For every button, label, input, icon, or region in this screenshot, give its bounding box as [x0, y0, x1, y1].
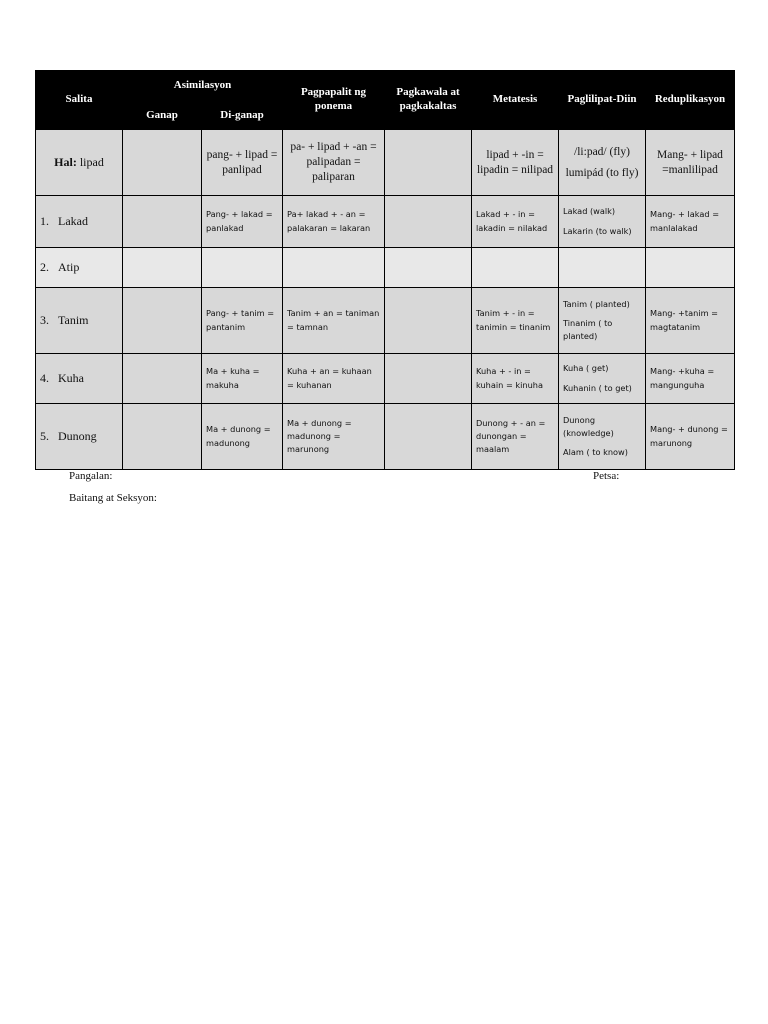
example-paglilipat — [559, 130, 646, 196]
example-label: Hal: — [54, 155, 77, 169]
cell-pagkawala — [385, 288, 472, 354]
cell-paglilipat — [559, 404, 646, 470]
cell-metatesis: Lakad + - in = lakadin = nilakad — [472, 196, 559, 248]
row-number: 3. — [40, 313, 49, 327]
cell-paglilipat-2: Alam ( to know) — [563, 447, 628, 458]
example-word-cell — [36, 130, 123, 196]
table-row — [36, 404, 735, 470]
row-word: Kuha — [58, 371, 84, 385]
cell-paglilipat-1: Lakad (walk) — [563, 206, 616, 217]
cell-reduplikasyon: Mang- + dunong = marunong — [646, 404, 735, 470]
cell-diganap: Pang- + tanim = pantanim — [202, 288, 283, 354]
row-word: Lakad — [58, 214, 88, 228]
cell-pagkawala — [385, 196, 472, 248]
table-row-example — [36, 130, 735, 196]
example-paglilipat-1: /li:pad/ (fly) — [574, 145, 630, 158]
row-word-cell — [36, 354, 123, 404]
header-reduplikasyon: Reduplikasyon — [646, 71, 735, 130]
header-salita: Salita — [36, 71, 123, 130]
cell-reduplikasyon: Mang- +kuha = mangunguha — [646, 354, 735, 404]
header-pagpapalit: Pagpapalit ng ponema — [283, 71, 385, 130]
example-pagpapalit: pa- + lipad + -an = palipadan = paliparan — [283, 130, 385, 196]
cell-ganap — [123, 248, 202, 288]
cell-metatesis: Kuha + - in = kuhain = kinuha — [472, 354, 559, 404]
cell-paglilipat-2: Tinanim ( to planted) — [563, 317, 613, 342]
cell-pagpapalit: Ma + dunong = madunong = marunong — [283, 404, 385, 470]
cell-diganap: Ma + kuha = makuha — [202, 354, 283, 404]
cell-pagpapalit — [283, 248, 385, 288]
cell-paglilipat-1: Tanim ( planted) — [563, 298, 630, 309]
header-pagkawala: Pagkawala at pagkakaltas — [385, 71, 472, 130]
cell-pagkawala — [385, 354, 472, 404]
row-number: 1. — [40, 214, 49, 228]
row-word: Dunong — [58, 429, 97, 443]
example-diganap: pang- + lipad = panlipad — [202, 130, 283, 196]
cell-metatesis: Tanim + - in = tanimin = tinanim — [472, 288, 559, 354]
cell-metatesis: Dunong + - an = dunongan = maalam — [472, 404, 559, 470]
cell-paglilipat-1: Dunong (knowledge) — [563, 414, 614, 438]
cell-diganap: Pang- + lakad = panlakad — [202, 196, 283, 248]
cell-pagkawala — [385, 404, 472, 470]
cell-pagkawala — [385, 248, 472, 288]
cell-diganap — [202, 248, 283, 288]
table-row — [36, 288, 735, 354]
row-word-cell — [36, 404, 123, 470]
header-metatesis: Metatesis — [472, 71, 559, 130]
header-asimilasyon: Asimilasyon — [123, 71, 283, 102]
header-ganap: Ganap — [123, 102, 202, 130]
cell-reduplikasyon: Mang- + lakad = manlalakad — [646, 196, 735, 248]
cell-ganap — [123, 354, 202, 404]
example-paglilipat-2: lumipád (to fly) — [565, 166, 639, 179]
cell-pagpapalit: Pa+ lakad + - an = palakaran = lakaran — [283, 196, 385, 248]
cell-paglilipat — [559, 354, 646, 404]
example-pagkawala — [385, 130, 472, 196]
cell-paglilipat-2: Lakarin (to walk) — [563, 225, 632, 236]
table-row — [36, 354, 735, 404]
cell-paglilipat — [559, 196, 646, 248]
cell-diganap: Ma + dunong = madunong — [202, 404, 283, 470]
cell-pagpapalit: Tanim + an = taniman = tamnan — [283, 288, 385, 354]
cell-pagpapalit: Kuha + an = kuhaan = kuhanan — [283, 354, 385, 404]
row-number: 5. — [40, 429, 49, 443]
header-paglilipat: Paglilipat-Diin — [559, 71, 646, 130]
row-number: 4. — [40, 371, 49, 385]
row-number: 2. — [40, 260, 49, 274]
pangalan-label: Pangalan: — [69, 470, 113, 482]
cell-ganap — [123, 196, 202, 248]
example-ganap — [123, 130, 202, 196]
cell-paglilipat-2: Kuhanin ( to get) — [563, 382, 632, 393]
cell-reduplikasyon — [646, 248, 735, 288]
cell-metatesis — [472, 248, 559, 288]
cell-reduplikasyon: Mang- +tanim = magtatanim — [646, 288, 735, 354]
cell-paglilipat-1: Kuha ( get) — [563, 363, 609, 374]
example-word: lipad — [79, 155, 104, 169]
example-reduplikasyon: Mang- + lipad =manlilipad — [646, 130, 735, 196]
example-metatesis: lipad + -in = lipadin = nilipad — [472, 130, 559, 196]
cell-ganap — [123, 288, 202, 354]
table-row — [36, 196, 735, 248]
worksheet-table — [35, 70, 735, 470]
cell-paglilipat — [559, 288, 646, 354]
row-word: Atip — [58, 260, 80, 274]
header-diganap: Di-ganap — [202, 102, 283, 130]
row-word-cell — [36, 248, 123, 288]
cell-ganap — [123, 404, 202, 470]
row-word-cell — [36, 196, 123, 248]
petsa-label: Petsa: — [593, 470, 620, 482]
baitang-label: Baitang at Seksyon: — [69, 492, 157, 504]
cell-paglilipat — [559, 248, 646, 288]
row-word-cell — [36, 288, 123, 354]
table-row — [36, 248, 735, 288]
row-word: Tanim — [58, 313, 89, 327]
